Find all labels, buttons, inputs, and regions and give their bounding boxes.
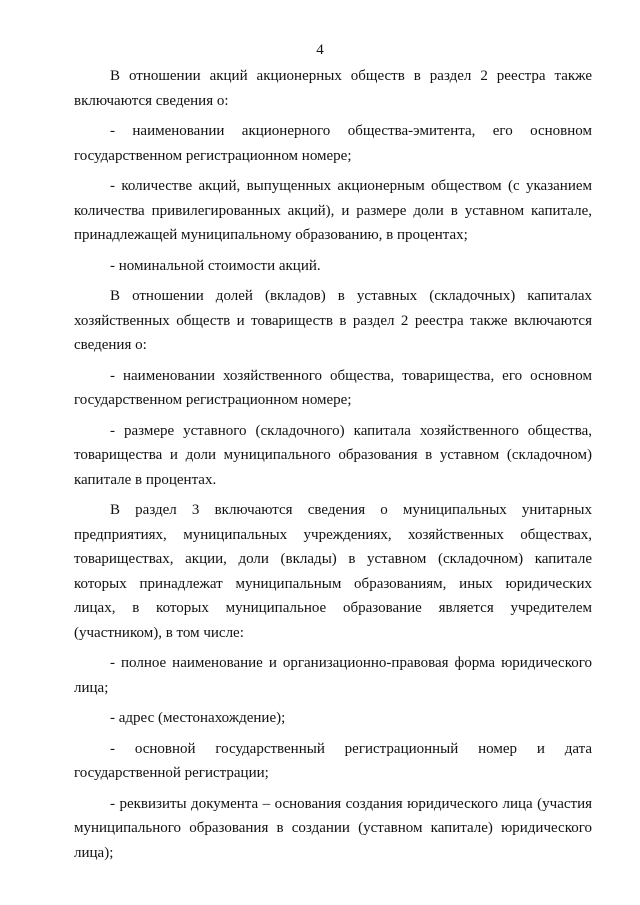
list-item: - наименовании хозяйственного общества, товарищества, его основном государственном регистрационном номере; xyxy=(74,367,592,408)
paragraph: В раздел 3 включаются сведения о муниципальных унитарных предприятиях, муниципальных учреждениях, хозяйственных обществах, товариществах, акции, доли (вклады) в уставном (складочном) капитале которых принадлежат муниципальным образованиям, иных юридических лицах, в которых муниципальное образование является учредителем (участником), в том числе: xyxy=(74,502,592,641)
paragraph: В отношении акций акционерных обществ в раздел 2 реестра также включаются сведения о: xyxy=(74,68,592,109)
list-item: - количестве акций, выпущенных акционерным обществом (с указанием количества привилегированных акций), и размере доли в уставном капитале, принадлежащей муниципальному образованию, в процентах; xyxy=(74,178,592,243)
list-item: - размере уставного (складочного) капитала хозяйственного общества, товарищества и доли муниципального образования в уставном (складочном) капитале в процентах. xyxy=(74,422,592,488)
list-item: - основной государственный регистрационный номер и дата государственной регистрации; xyxy=(74,740,592,781)
page-number: 4 xyxy=(316,42,324,58)
list-item: - полное наименование и организационно-правовая форма юридического лица; xyxy=(74,655,592,696)
list-item: - реквизиты документа – основания создания юридического лица (участия муниципального образования в создании (уставном капитале) юридического лица); xyxy=(74,795,592,861)
list-item: - номинальной стоимости акций. xyxy=(110,257,321,274)
list-item: - адрес (местонахождение); xyxy=(110,710,286,726)
paragraph: В отношении долей (вкладов) в уставных (складочных) капиталах хозяйственных обществ и товариществ в раздел 2 реестра также включаются сведения о: xyxy=(74,288,592,353)
list-item: - наименовании акционерного общества-эмитента, его основном государственном регистрационном номере; xyxy=(74,123,592,164)
document-body xyxy=(74,64,592,865)
